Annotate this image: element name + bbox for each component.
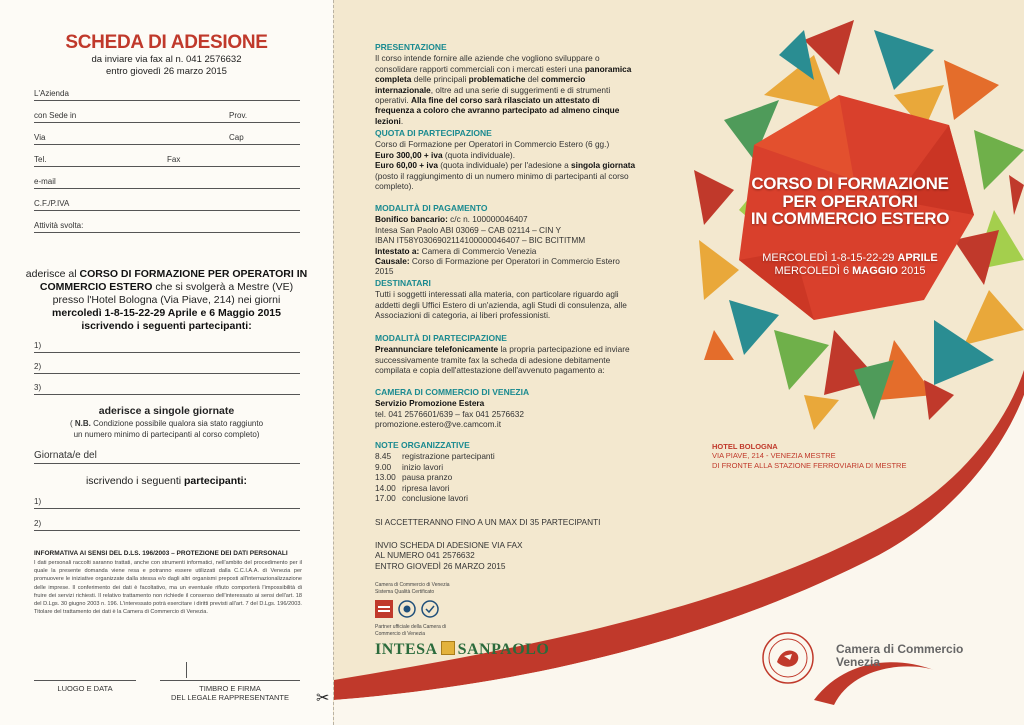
fax-label: Fax xyxy=(167,155,181,164)
max-participants-note: SI ACCETTERANNO FINO A UN MAX DI 35 PARTECIPANTI xyxy=(375,517,601,527)
azienda-field[interactable]: L'Azienda xyxy=(34,89,300,101)
attivita-field[interactable]: Attività svolta: xyxy=(34,221,300,233)
fax-send-note: INVIO SCHEDA DI ADESIONE VIA FAX AL NUMERO 041 2576632 ENTRO GIOVEDÌ 26 MARZO 2015 xyxy=(375,540,523,571)
nb-condition: ( N.B. Condizione possibile qualora sia stato raggiunto un numero minimo di partecipanti al corso completo) xyxy=(69,419,264,439)
participant-3-field[interactable]: 3) xyxy=(34,383,300,395)
single-days-heading: aderisce a singole giornate xyxy=(98,405,235,417)
form-subtitle-fax: da inviare via fax al n. 041 2576632 xyxy=(91,54,242,65)
bank-emblem-icon xyxy=(441,641,455,655)
partner-text: Partner ufficiale della Camera di Commercio di Venezia xyxy=(375,624,447,637)
place-date-line[interactable]: LUOGO E DATA xyxy=(34,680,136,693)
form-subtitle-deadline: entro giovedì 26 marzo 2015 xyxy=(106,66,227,77)
iqnet-logo-icon xyxy=(398,600,416,618)
note-row: 17.00 conclusione lavori xyxy=(375,493,468,504)
cover-dates: MERCOLEDÌ 1-8-15-22-29 APRILE MERCOLEDÌ 6 MAGGIO 2015 xyxy=(762,252,938,277)
quality-cert-text: Camera di Commercio di Venezia Sistema Qualità Certificato xyxy=(375,582,450,595)
section-presentazione: PRESENTAZIONE Il corso intende fornire alle aziende che vogliono sviluppare o consolidare rapporti commerciali con i mercati esteri una panoramica completa delle principali problematiche del commercio internazionale, oltre ad una serie di suggerimenti e di strumenti operativi. Alla fine del corso sarà rilasciato un attestato di frequenza a coloro che avranno partecipato ad almeno cinque lezioni. xyxy=(375,42,632,126)
form-title: SCHEDA DI ADESIONE xyxy=(65,32,268,53)
intesa-sanpaolo-logo: INTESA SANPAOLO xyxy=(375,641,550,658)
cf-piva-field[interactable]: C.F./P.IVA xyxy=(34,199,300,211)
email-field[interactable]: e-mail xyxy=(34,177,300,189)
note-row: 8.45 registrazione partecipanti xyxy=(375,451,495,462)
cover-title: CORSO DI FORMAZIONE PER OPERATORI IN COMMERCIO ESTERO xyxy=(750,174,950,228)
prov-label: Prov. xyxy=(229,111,248,120)
course-name: CORSO DI FORMAZIONE PER OPERATORI IN COMMERCIO ESTERO xyxy=(39,268,308,293)
tel-field[interactable]: Tel. Fax xyxy=(34,155,300,167)
via-field[interactable]: Via Cap xyxy=(34,133,300,145)
participant-2-field[interactable]: 2) xyxy=(34,362,300,374)
adhesion-statement: aderisce al CORSO DI FORMAZIONE PER OPERATORI IN COMMERCIO ESTERO che si svolgerà a Mestre (VE) presso l'Hotel Bologna (Via Piave, 214) nei giorni mercoledì 1-8-15-22-29 Aprile e 6 Maggio 2015 iscrivendo i seguenti partecipanti: xyxy=(25,268,308,332)
stamp-tick xyxy=(186,662,187,678)
scissors-icon: ✂ xyxy=(316,690,330,707)
cap-label: Cap xyxy=(229,133,244,142)
course-dates: mercoledì 1-8-15-22-29 Aprile e 6 Maggio 2015 xyxy=(52,307,281,319)
section-destinatari: DESTINATARI Tutti i soggetti interessati alla materia, con particolare riguardo agli addetti degli Uffici Estero di un'azienda, agli Studi di consulenza, alle Associazioni di categoria, ai liberi professionisti. xyxy=(375,278,627,321)
adhesion-form-panel xyxy=(0,0,333,725)
contact-email[interactable]: promozione.estero@ve.camcom.it xyxy=(375,419,502,430)
chamber-seal-logo xyxy=(762,632,814,684)
participant-1-field[interactable]: 1) xyxy=(34,341,300,353)
privacy-title: INFORMATIVA AI SENSI DEL D.LS. 196/2003 – PROTEZIONE DEI DATI PERSONALI xyxy=(34,550,288,557)
enroll-second: iscrivendo i seguenti partecipanti: xyxy=(85,475,248,487)
chamber-name: Camera di Commercio Venezia xyxy=(836,642,964,669)
section-camera: CAMERA DI COMMERCIO DI VENEZIA Servizio Promozione Estera tel. 041 2576601/639 – fax 041 2576632 promozione.estero@ve.camcom.it xyxy=(375,387,530,430)
giornata-field[interactable]: Giornata/e del xyxy=(34,450,300,464)
section-partecipazione: MODALITÀ DI PARTECIPAZIONE Preannunciare telefonicamente la propria partecipazione ed inviare successivamente tramite fax la scheda di adesione debitamente compilata e copia dell'attestazione dell'avvenuto pagamento a: xyxy=(375,333,630,376)
signature-line[interactable]: TIMBRO E FIRMA DEL LEGALE RAPPRESENTANTE xyxy=(160,680,300,702)
cert-seal-icon xyxy=(421,600,439,618)
participant-b1-field[interactable]: 1) xyxy=(34,497,300,509)
note-row: 14.00 ripresa lavori xyxy=(375,482,450,493)
note-row: 13.00 pausa pranzo xyxy=(375,472,453,483)
hotel-info: HOTEL BOLOGNA VIA PIAVE, 214 - VENEZIA MESTRE DI FRONTE ALLA STAZIONE FERROVIARIA DI MESTRE xyxy=(712,442,907,470)
participant-b2-field[interactable]: 2) xyxy=(34,519,300,531)
section-pagamento: MODALITÀ DI PAGAMENTO Bonifico bancario: c/c n. 100000046407 Intesa San Paolo ABI 03069 – CAB 02114 – CIN Y IBAN IT58Y0306902114100000046407 – BIC BCITITMM Intestato a: Camera di Commercio Venezia Causale: Corso di Formazione per Operatori in Commercio Estero 2015 xyxy=(375,203,620,277)
section-note: NOTE ORGANIZZATIVE 8.45 registrazione partecipanti 9.00 inizio lavori 13.00 pausa pranzo 14.00 ripresa lavori 17.00 conclusione lavori xyxy=(375,440,640,503)
quality-cert-logo-icon xyxy=(375,600,393,618)
note-row: 9.00 inizio lavori xyxy=(375,461,444,472)
sede-field[interactable]: con Sede in Prov. xyxy=(34,111,300,123)
privacy-body: I dati personali raccolti saranno trattati, anche con strumenti informatici, nell'ambito del procedimento per il quale la presente domanda viene resa e potranno essere utilizzati dalla C.C.I.A.A. di Venezia per promuovere le iniziative organizzate dalla stessa e/o dagli altri organismi preposti all'internazionalizzazione delle imprese. Il conferimento dei dati è facoltativo, ma un eventuale rifiuto comporterà l'impossibilità di fruire dei servizi richiesti. Il relativo trattamento non richiede il consenso dell'interessato ai sensi dell'art. 18 del D.Lgs. 30 giugno 2003 n. 196. L'interessato potrà esercitare i diritti previsti all'art. 7 del D.Lgs. 196/2003. Titolare del trattamento dei dati è la Camera di Commercio di Venezia. xyxy=(34,560,302,616)
section-quota: QUOTA DI PARTECIPAZIONE Corso di Formazione per Operatori in Commercio Estero (6 gg.) Euro 300,00 + iva (quota individuale). Euro 60,00 + iva (quota individuale) per l'adesione a singola giornata (posto il raggiungimento di un numero minimo di partecipanti al corso completo). xyxy=(375,128,636,192)
